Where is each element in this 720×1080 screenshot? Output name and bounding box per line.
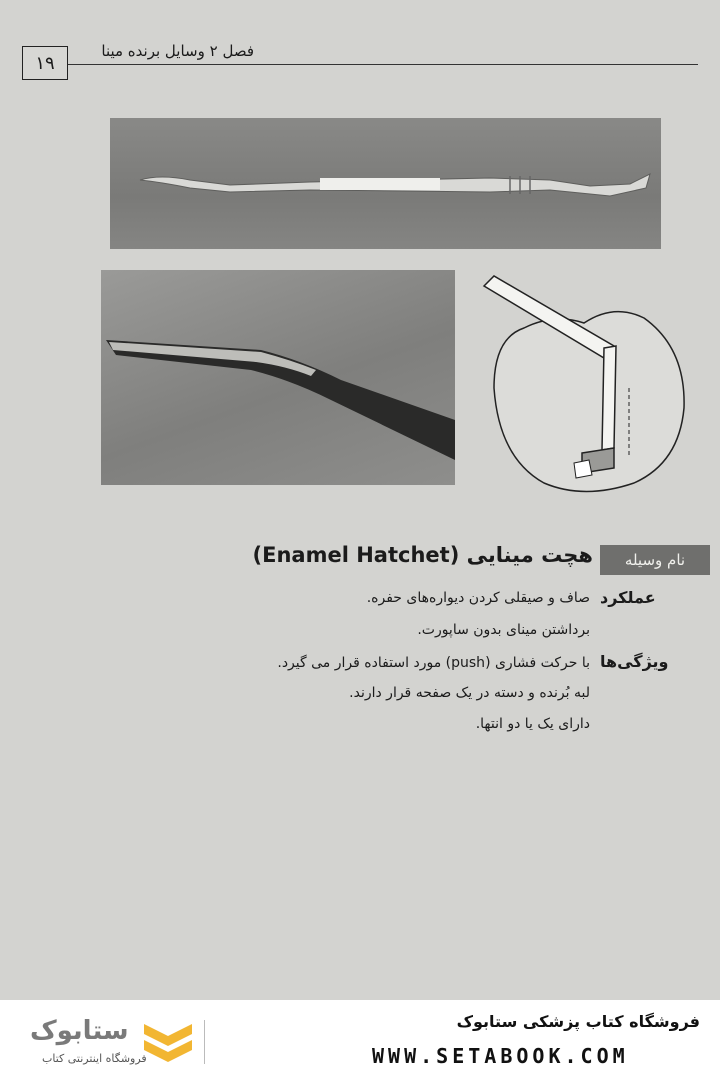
header-rule: [68, 64, 698, 65]
features-line-3: دارای یک یا دو انتها.: [475, 716, 590, 732]
store-footer: [0, 1000, 720, 1080]
instrument-title: هچت مینایی (Enamel Hatchet): [252, 543, 593, 567]
features-line-2: لبه بُرنده و دسته در یک صفحه قرار دارند.: [349, 685, 590, 701]
function-label: عملکرد: [600, 588, 656, 607]
function-line-2: برداشتن مینای بدون ساپورت.: [417, 622, 590, 638]
store-url[interactable]: WWW.SETABOOK.COM: [372, 1044, 629, 1068]
tooth-diagram: [464, 268, 694, 498]
instrument-photo-full: [110, 118, 661, 249]
store-name: فروشگاه کتاب پزشکی ستابوک: [456, 1012, 700, 1031]
page-header: [22, 40, 698, 80]
blade-closeup-photo: [101, 270, 455, 485]
store-logo-icon: [140, 1018, 196, 1066]
page-number: ۱۹: [22, 46, 68, 80]
function-line-1: صاف و صیقلی کردن دیواره‌های حفره.: [366, 590, 590, 606]
features-line-1: با حرکت فشاری (push) مورد استفاده قرار می گیرد.: [277, 655, 590, 671]
footer-separator: [204, 1020, 205, 1064]
section-tag: نام وسیله: [600, 545, 710, 575]
store-logo-text: ستابوک: [30, 1016, 129, 1046]
store-logo-subtitle: فروشگاه اینترنتی کتاب: [42, 1052, 147, 1065]
features-label: ویژگی‌ها: [600, 652, 669, 671]
running-title: فصل ۲ وسایل برنده مینا: [101, 42, 254, 60]
